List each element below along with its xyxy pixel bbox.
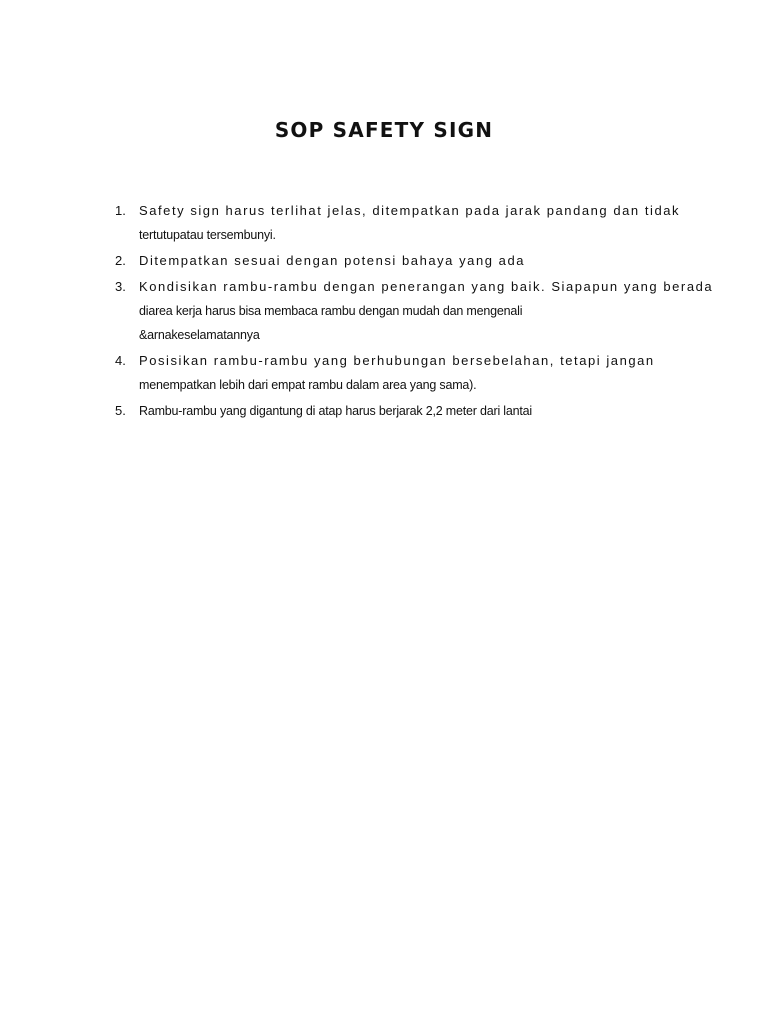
- list-item-number: 3.: [115, 279, 126, 294]
- list-item-line: Posisikan rambu-rambu yang berhubungan bersebelahan, tetapi jangan: [139, 353, 655, 368]
- list-item-number: 5.: [115, 403, 126, 418]
- list-item-line: menempatkan lebih dari empat rambu dalam area yang sama).: [139, 378, 477, 392]
- list-item-line: Safety sign harus terlihat jelas, ditempatkan pada jarak pandang dan tidak: [139, 203, 681, 218]
- list-item-line: Ditempatkan sesuai dengan potensi bahaya yang ada: [139, 253, 526, 268]
- list-item-line: Kondisikan rambu-rambu dengan penerangan yang baik. Siapapun yang berada: [139, 279, 714, 294]
- list-item-number: 4.: [115, 353, 126, 368]
- list-item-line: &arnakeselamatannya: [139, 328, 260, 342]
- list-item: [112, 199, 681, 247]
- list-item-line: diarea kerja harus bisa membaca rambu dengan mudah dan mengenali: [139, 304, 523, 318]
- document-title: SOP SAFETY SIGN: [274, 118, 494, 142]
- list-item: [112, 249, 672, 273]
- sop-list: [112, 199, 714, 425]
- list-item: [112, 349, 672, 397]
- list-item-line: tertutupatau tersembunyi.: [139, 228, 276, 242]
- list-item: [112, 275, 714, 347]
- list-item-line: Rambu-rambu yang digantung di atap harus berjarak 2,2 meter dari lantai: [139, 404, 532, 418]
- list-item-number: 1.: [115, 203, 126, 218]
- list-item: [112, 399, 672, 423]
- list-item-number: 2.: [115, 253, 126, 268]
